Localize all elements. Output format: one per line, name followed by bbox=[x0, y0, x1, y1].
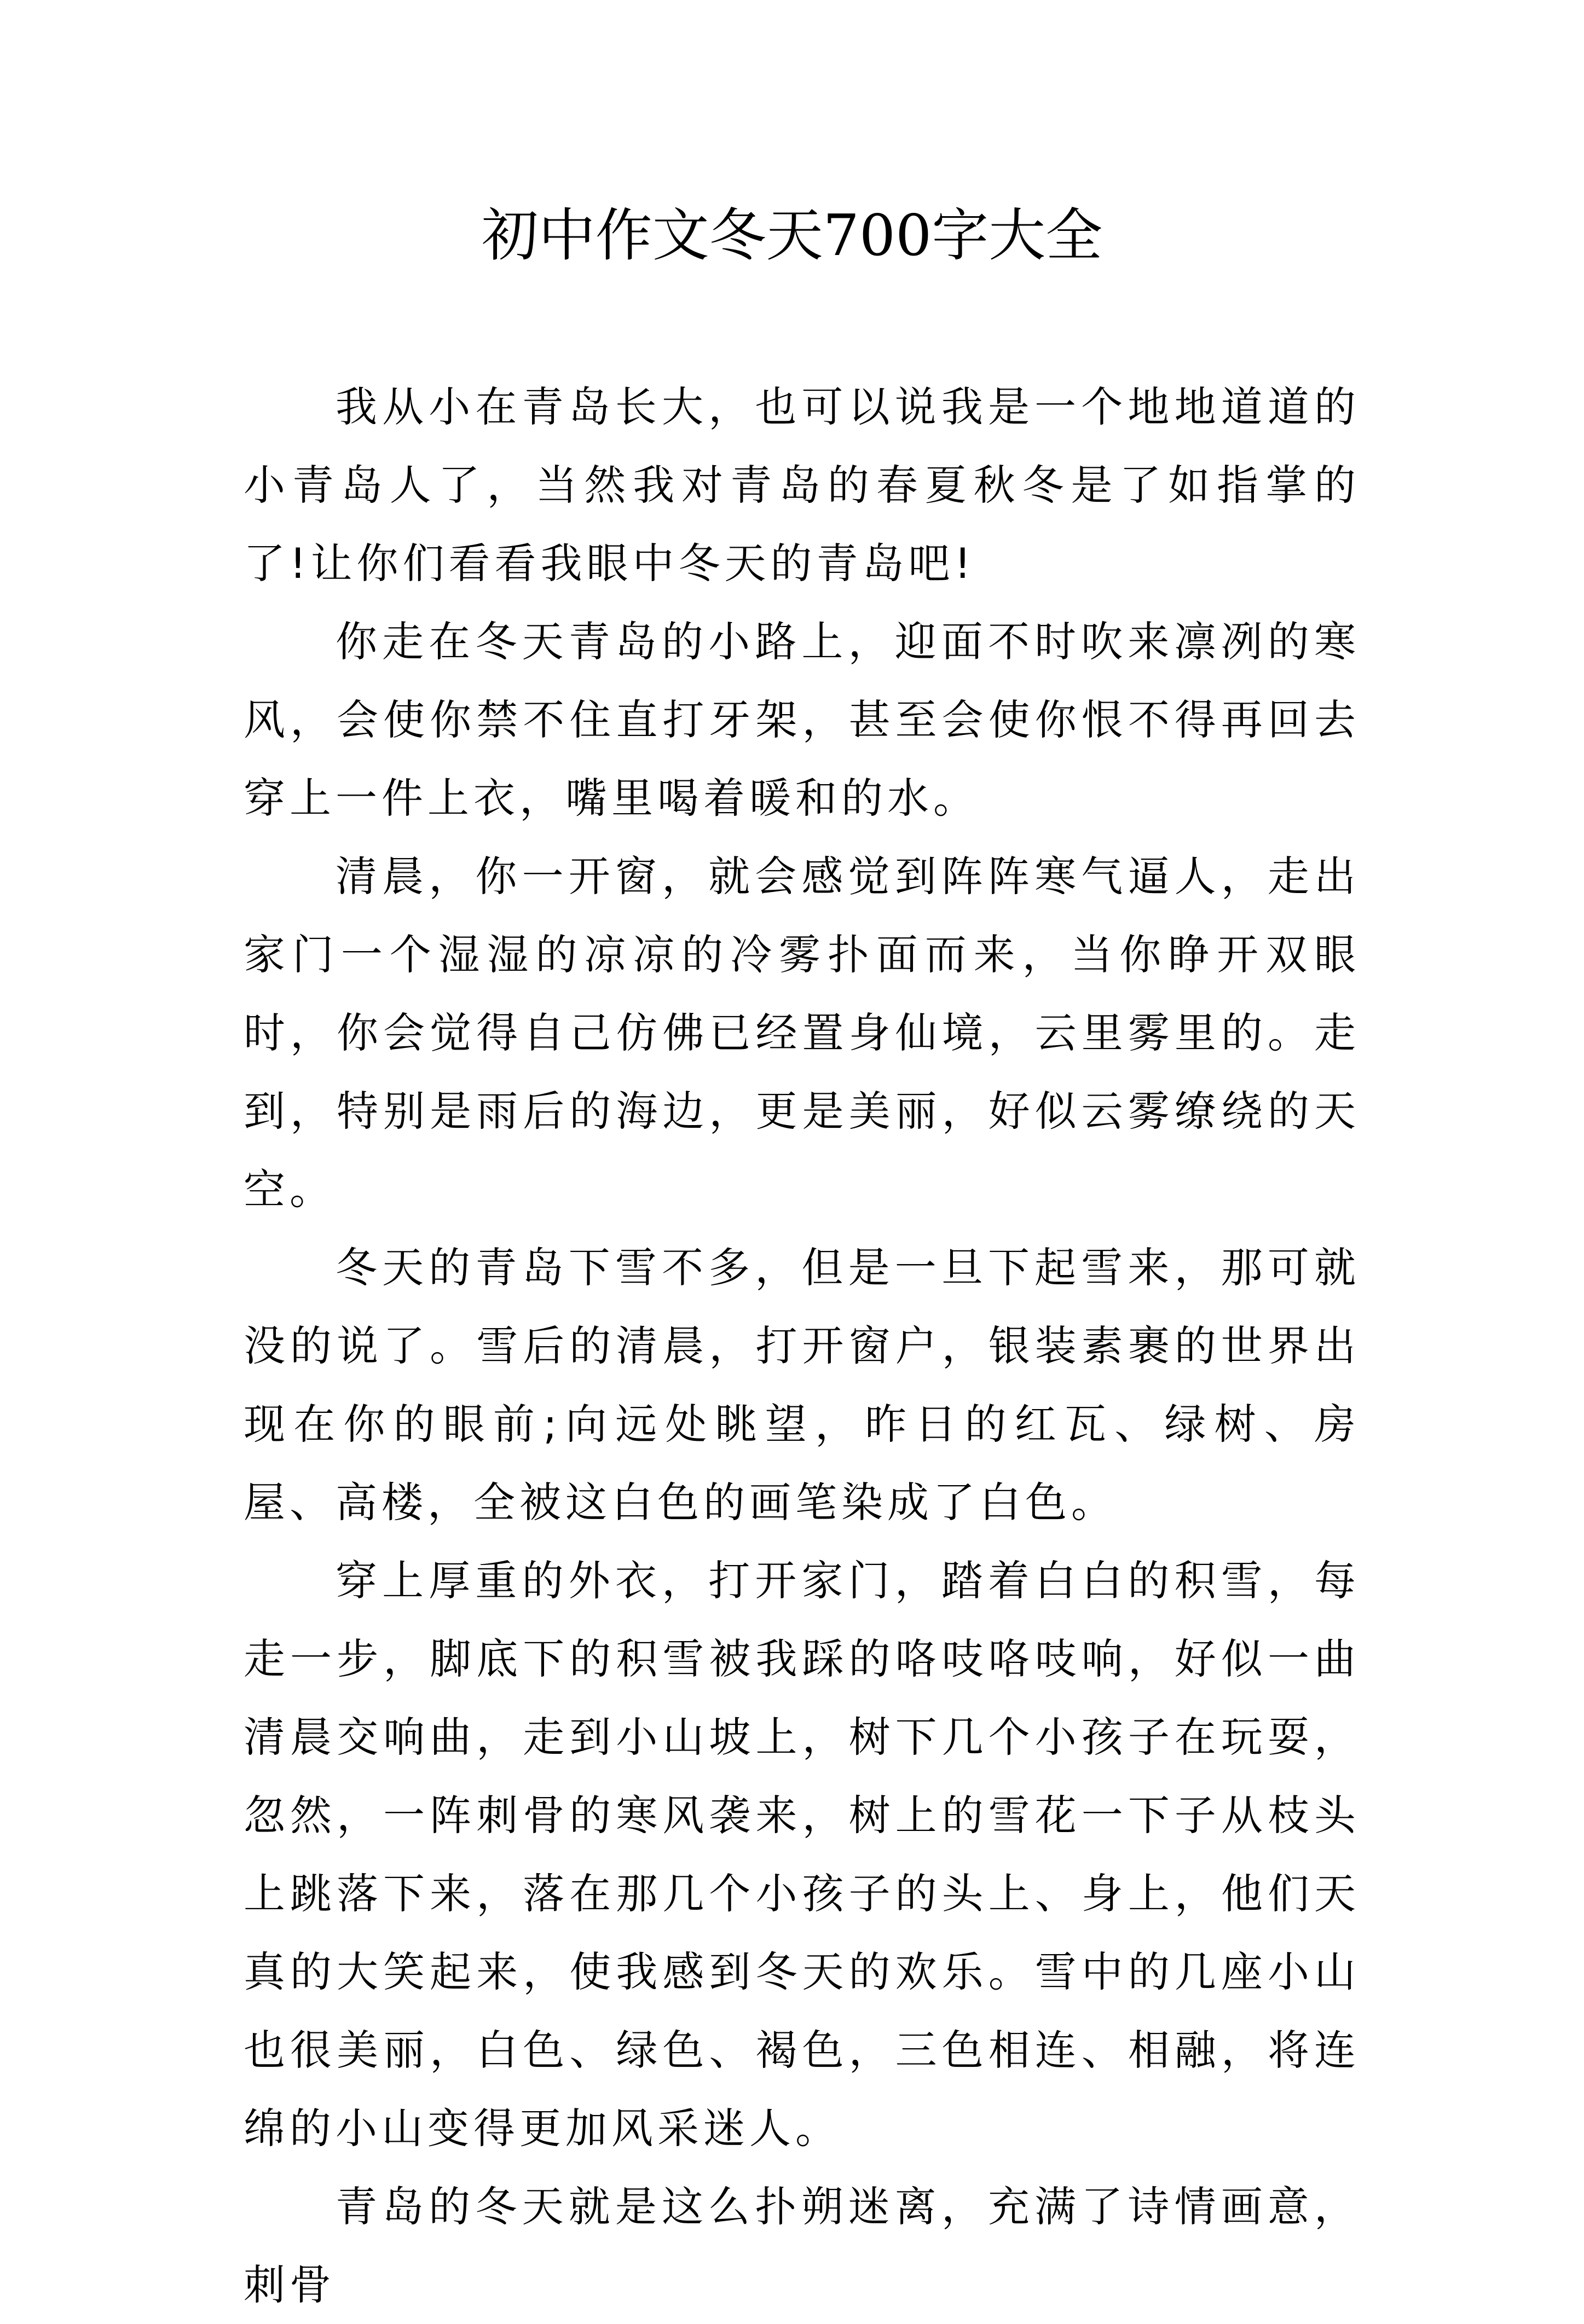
paragraph: 青岛的冬天就是这么扑朔迷离，充满了诗情画意，刺骨 bbox=[244, 2182, 1360, 2309]
paragraph: 清晨，你一开窗，就会感觉到阵阵寒气逼人，走出家门一个湿湿的凉凉的冷雾扑面而来，当你睁开双眼时，你会觉得自己仿佛已经置身仙境，云里雾里的。走到，特别是雨后的海边，更是美丽，好似云雾缭绕的天空。 bbox=[244, 852, 1360, 1214]
paragraph: 冬天的青岛下雪不多，但是一旦下起雪来，那可就没的说了。雪后的清晨，打开窗户，银装素裹的世界出现在你的眼前;向远处眺望，昨日的红瓦、绿树、房屋、高楼，全被这白色的画笔染成了白色。 bbox=[244, 1243, 1360, 1527]
paragraph: 穿上厚重的外衣，打开家门，踏着白白的积雪，每走一步，脚底下的积雪被我踩的咯吱咯吱响，好似一曲清晨交响曲，走到小山坡上，树下几个小孩子在玩耍，忽然，一阵刺骨的寒风袭来，树上的雪花一下子从枝头上跳落下来，落在那几个小孩子的头上、身上，他们天真的大笑起来，使我感到冬天的欢乐。雪中的几座小山也很美丽，白色、绿色、褐色，三色相连、相融，将连绵的小山变得更加风采迷人。 bbox=[244, 1556, 1360, 2153]
paragraph: 我从小在青岛长大，也可以说我是一个地地道道的小青岛人了，当然我对青岛的春夏秋冬是了如指掌的了!让你们看看我眼中冬天的青岛吧! bbox=[244, 382, 1360, 588]
paragraph: 你走在冬天青岛的小路上，迎面不时吹来凛冽的寒风，会使你禁不住直打牙架，甚至会使你恨不得再回去穿上一件上衣，嘴里喝着暖和的水。 bbox=[244, 617, 1360, 822]
document-body bbox=[244, 368, 1360, 2324]
document-title: 初中作文冬天700字大全 bbox=[481, 202, 1103, 269]
